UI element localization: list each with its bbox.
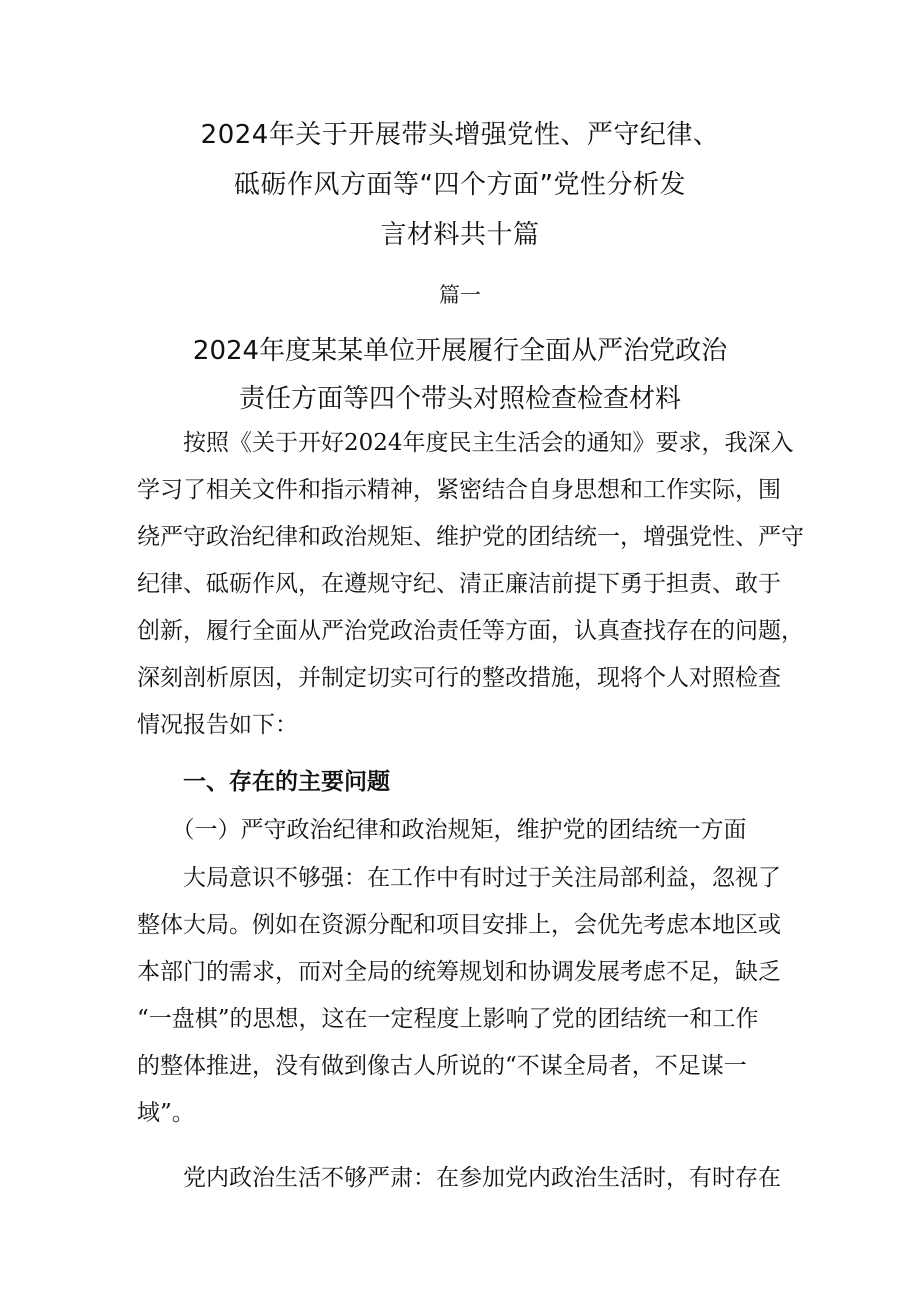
title-line-2: 砥砺作风方面等“四个方面”党性分析发	[234, 170, 686, 200]
paragraph-line: 的整体推进，没有做到像古人所说的“不谋全局者，不足谋一	[137, 1053, 747, 1079]
section-title-line-2: 责任方面等四个带头对照检查检查材料	[238, 384, 681, 414]
paragraph-line: “一盘棋”的思想，这在一定程度上影响了党的团结统一和工作	[137, 1006, 759, 1032]
section-label: 篇一	[439, 283, 481, 307]
paragraph-line: 按照《关于开好2024年度民主生活会的通知》要求，我深入	[137, 430, 794, 456]
document-title	[130, 110, 790, 260]
heading-line: 一、存在的主要问题	[137, 769, 390, 795]
subheading-line: （一）严守政治纪律和政治规矩，维护党的团结统一方面	[137, 817, 747, 843]
paragraph-line: 整体大局。例如在资源分配和项目安排上，会优先考虑本地区或	[137, 912, 781, 938]
section-title	[130, 327, 790, 423]
paragraph-line: 本部门的需求，而对全局的统筹规划和协调发展考虑不足，缺乏	[137, 959, 781, 985]
title-line-3: 言材料共十篇	[380, 220, 540, 250]
section-title-line-1: 2024年度某某单位开展履行全面从严治党政治	[192, 336, 728, 366]
paragraph-line: 创新，履行全面从严治党政治责任等方面，认真查找存在的问题，	[137, 618, 804, 644]
paragraph-party-life	[137, 1155, 797, 1202]
paragraph-line: 绕严守政治纪律和政治规矩、维护党的团结统一，增强党性、严守	[137, 524, 804, 550]
paragraph-line: 学习了相关文件和指示精神，紧密结合自身思想和工作实际，围	[137, 477, 781, 503]
paragraph-line: 情况报告如下：	[137, 712, 298, 738]
heading-main-problems	[137, 759, 797, 806]
paragraph-line: 党内政治生活不够严肃：在参加党内政治生活时，有时存在	[137, 1165, 781, 1191]
title-line-1: 2024年关于开展带头增强党性、严守纪律、	[200, 120, 720, 150]
paragraph-line: 大局意识不够强：在工作中有时过于关注局部利益，忽视了	[137, 865, 781, 891]
intro-paragraph	[137, 420, 804, 749]
paragraph-line: 深刻剖析原因，并制定切实可行的整改措施，现将个人对照检查	[137, 665, 781, 691]
paragraph-line: 域”。	[137, 1100, 195, 1126]
paragraph-line: 纪律、砥砺作风，在遵规守纪、清正廉洁前提下勇于担责、敢于	[137, 571, 781, 597]
paragraph-overall-awareness	[137, 855, 797, 1137]
subheading-political-discipline	[137, 807, 797, 854]
